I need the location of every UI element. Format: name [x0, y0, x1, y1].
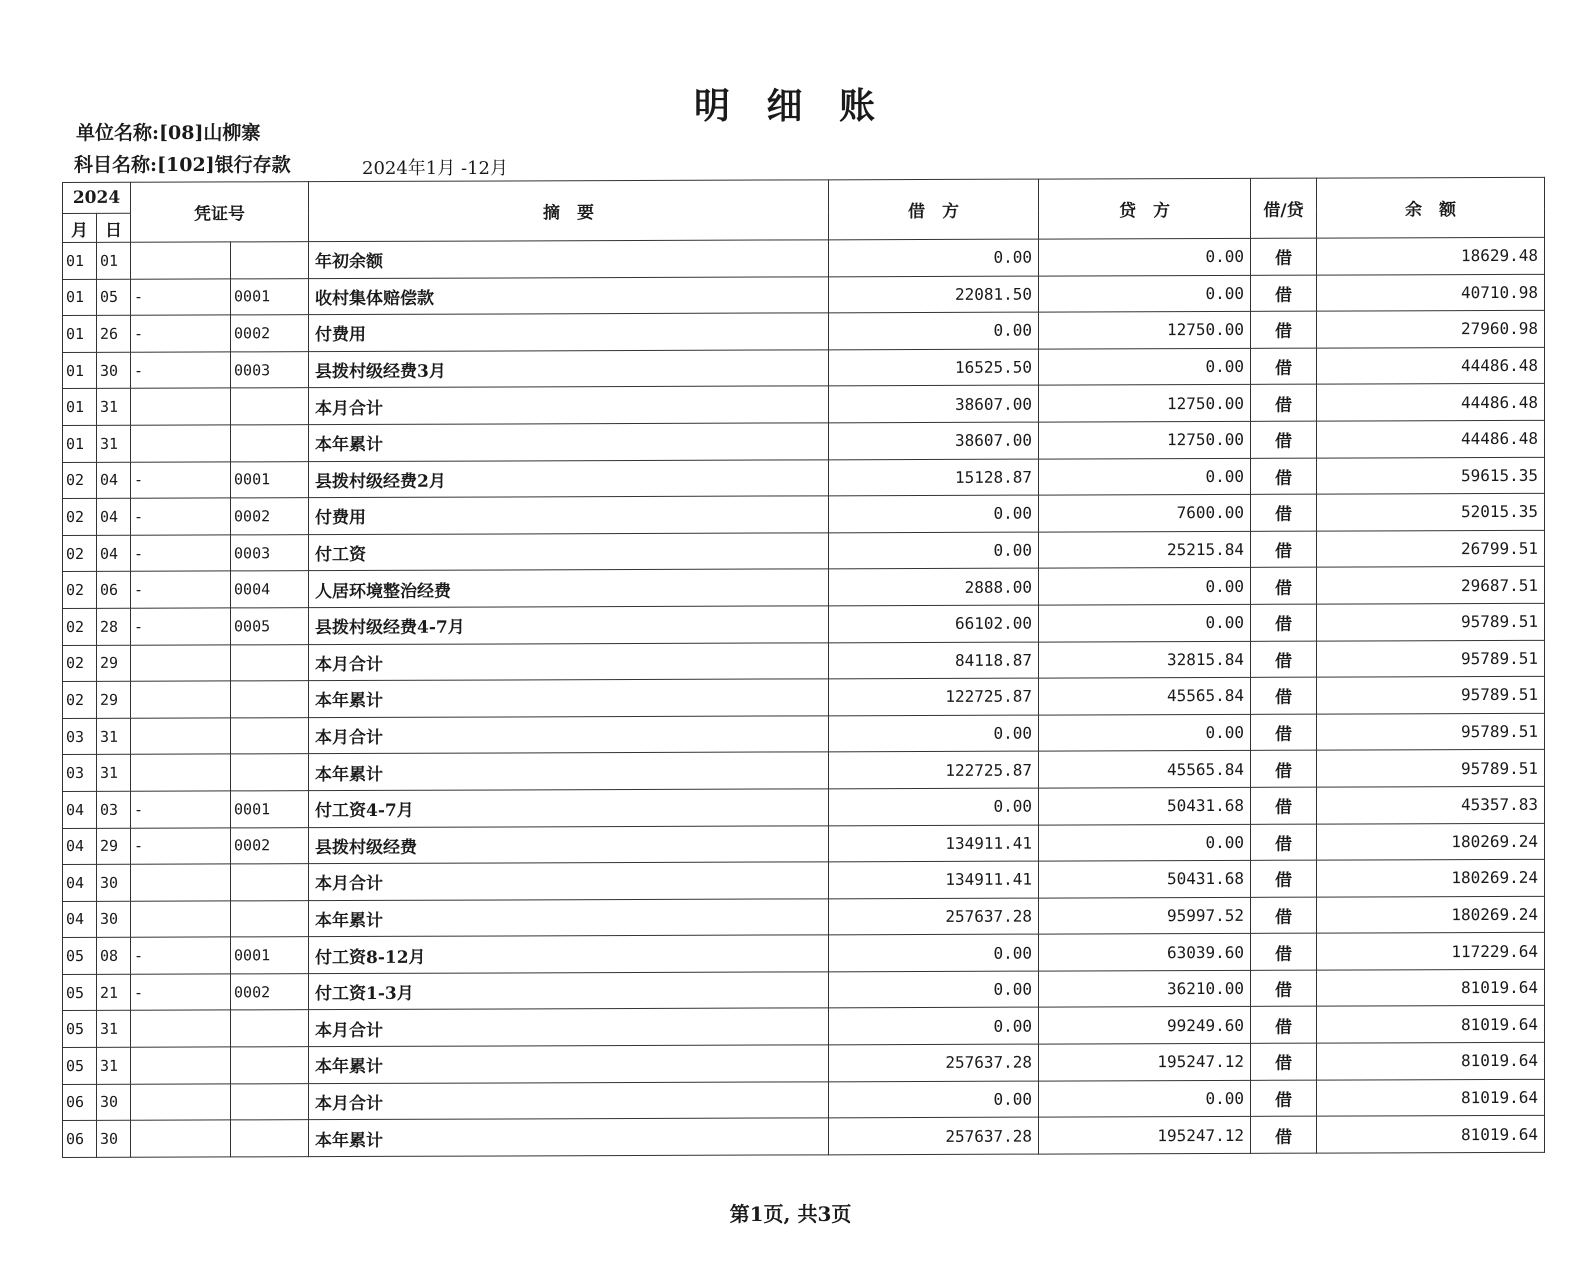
credit-cell: 95997.52 — [1039, 897, 1251, 934]
voucher-type-cell — [131, 1010, 231, 1047]
balance-cell: 180269.24 — [1317, 859, 1545, 896]
credit-cell: 195247.12 — [1039, 1117, 1251, 1154]
debit-cell: 122725.87 — [829, 678, 1039, 715]
voucher-type-cell: - — [131, 827, 231, 864]
direction-cell: 借 — [1251, 531, 1317, 568]
table-row — [63, 933, 1545, 975]
month-cell: 02 — [63, 608, 97, 645]
voucher-type-cell: - — [131, 608, 231, 645]
credit-cell: 0.00 — [1039, 824, 1251, 861]
direction-cell: 借 — [1251, 311, 1317, 348]
balance-cell: 81019.64 — [1317, 1006, 1545, 1043]
debit-cell: 257637.28 — [829, 1117, 1039, 1154]
direction-cell: 借 — [1251, 714, 1317, 751]
table-row — [63, 567, 1545, 609]
credit-cell: 0.00 — [1039, 1080, 1251, 1117]
summary-cell: 本月合计 — [309, 1008, 829, 1046]
balance-cell: 81019.64 — [1317, 969, 1545, 1006]
voucher-type-cell — [131, 1047, 231, 1084]
day-cell: 31 — [97, 718, 131, 755]
voucher-type-cell: - — [131, 279, 231, 316]
summary-cell: 县拨村级经费 — [309, 825, 829, 863]
day-cell: 31 — [97, 1011, 131, 1048]
summary-cell: 本年累计 — [309, 1045, 829, 1083]
voucher-type-cell: - — [131, 535, 231, 572]
month-cell: 04 — [63, 791, 97, 828]
balance-cell: 27960.98 — [1317, 311, 1545, 348]
voucher-type-cell: - — [131, 352, 231, 389]
table-row — [63, 420, 1545, 462]
summary-cell: 付工资8-12月 — [309, 935, 829, 973]
debit-cell: 0.00 — [829, 1008, 1039, 1045]
credit-cell: 32815.84 — [1039, 641, 1251, 678]
balance-header: 余 额 — [1317, 177, 1545, 238]
balance-cell: 81019.64 — [1317, 1116, 1545, 1153]
subject-name: 科目名称:[102]银行存款 — [74, 154, 291, 176]
direction-cell: 借 — [1251, 860, 1317, 897]
credit-cell: 45565.84 — [1039, 677, 1251, 714]
summary-cell: 本年累计 — [309, 679, 829, 717]
summary-cell: 本月合计 — [309, 642, 829, 680]
month-cell: 02 — [63, 645, 97, 682]
month-cell: 04 — [63, 901, 97, 938]
month-cell: 02 — [63, 572, 97, 609]
direction-cell: 借 — [1251, 458, 1317, 495]
debit-cell: 0.00 — [829, 312, 1039, 349]
credit-cell: 0.00 — [1039, 714, 1251, 751]
voucher-type-cell: - — [131, 571, 231, 608]
table-row — [63, 859, 1545, 901]
direction-cell: 借 — [1251, 1043, 1317, 1080]
debit-cell: 0.00 — [829, 1081, 1039, 1118]
table-row — [63, 640, 1545, 682]
day-cell: 29 — [97, 828, 131, 865]
voucher-number-cell — [231, 1083, 309, 1120]
credit-cell: 195247.12 — [1039, 1043, 1251, 1080]
direction-cell: 借 — [1251, 970, 1317, 1007]
debit-cell: 38607.00 — [829, 422, 1039, 459]
month-cell: 01 — [63, 352, 97, 389]
day-cell: 04 — [97, 498, 131, 535]
summary-cell: 本月合计 — [309, 862, 829, 900]
direction-cell: 借 — [1251, 384, 1317, 421]
balance-cell: 95789.51 — [1317, 713, 1545, 750]
summary-cell: 县拨村级经费2月 — [309, 459, 829, 497]
day-header: 日 — [97, 213, 131, 242]
ledger-body — [63, 237, 1545, 1157]
day-cell: 30 — [97, 1084, 131, 1121]
balance-cell: 81019.64 — [1317, 1042, 1545, 1079]
month-cell: 03 — [63, 755, 97, 792]
voucher-type-cell — [131, 681, 231, 718]
day-cell: 30 — [97, 352, 131, 389]
voucher-number-cell — [231, 425, 309, 462]
direction-cell: 借 — [1251, 1116, 1317, 1153]
day-cell: 01 — [97, 242, 131, 279]
credit-cell: 50431.68 — [1039, 860, 1251, 897]
credit-cell: 25215.84 — [1039, 531, 1251, 568]
debit-cell: 257637.28 — [829, 1044, 1039, 1081]
voucher-type-cell: - — [131, 461, 231, 498]
day-cell: 06 — [97, 572, 131, 609]
summary-cell: 本月合计 — [309, 386, 829, 424]
summary-cell: 本月合计 — [309, 1081, 829, 1119]
direction-cell: 借 — [1251, 604, 1317, 641]
balance-cell: 59615.35 — [1317, 457, 1545, 494]
day-cell: 30 — [97, 864, 131, 901]
table-row — [63, 896, 1545, 938]
balance-cell: 44486.48 — [1317, 384, 1545, 421]
voucher-type-cell: - — [131, 974, 231, 1011]
voucher-number-cell: 0002 — [231, 974, 309, 1011]
voucher-type-cell: - — [131, 498, 231, 535]
debit-cell: 2888.00 — [829, 568, 1039, 605]
table-row — [63, 530, 1545, 572]
day-cell: 26 — [97, 315, 131, 352]
summary-cell: 年初余额 — [309, 240, 829, 278]
unit-name: 单位名称:[08]山柳寨 — [76, 122, 261, 144]
table-row — [63, 1079, 1545, 1121]
voucher-number-cell — [231, 1120, 309, 1157]
voucher-number-cell: 0002 — [231, 315, 309, 352]
balance-cell: 26799.51 — [1317, 530, 1545, 567]
day-cell: 04 — [97, 535, 131, 572]
month-cell: 06 — [63, 1084, 97, 1121]
balance-cell: 18629.48 — [1317, 237, 1545, 274]
table-row — [63, 823, 1545, 865]
table-row — [63, 493, 1545, 535]
summary-cell: 本年累计 — [309, 1118, 829, 1156]
voucher-number-cell: 0002 — [231, 498, 309, 535]
credit-header: 贷 方 — [1039, 178, 1251, 239]
voucher-type-cell: - — [131, 315, 231, 352]
credit-cell: 12750.00 — [1039, 312, 1251, 349]
credit-cell: 50431.68 — [1039, 787, 1251, 824]
voucher-type-cell: - — [131, 937, 231, 974]
balance-cell: 45357.83 — [1317, 786, 1545, 823]
direction-cell: 借 — [1251, 824, 1317, 861]
voucher-number-cell: 0001 — [231, 278, 309, 315]
direction-cell: 借 — [1251, 348, 1317, 385]
credit-cell: 12750.00 — [1039, 385, 1251, 422]
day-cell: 30 — [97, 901, 131, 938]
credit-cell: 99249.60 — [1039, 1007, 1251, 1044]
summary-cell: 付工资 — [309, 533, 829, 571]
direction-cell: 借 — [1251, 1007, 1317, 1044]
voucher-type-cell — [131, 425, 231, 462]
voucher-number-cell — [231, 242, 309, 279]
day-cell: 31 — [97, 425, 131, 462]
direction-cell: 借 — [1251, 421, 1317, 458]
table-row — [63, 676, 1545, 718]
voucher-number-cell — [231, 644, 309, 681]
table-row — [63, 274, 1545, 316]
table-row — [63, 384, 1545, 426]
table-row — [63, 603, 1545, 645]
debit-cell: 15128.87 — [829, 459, 1039, 496]
debit-cell: 66102.00 — [829, 605, 1039, 642]
day-cell: 03 — [97, 791, 131, 828]
credit-cell: 0.00 — [1039, 604, 1251, 641]
ledger-table — [62, 177, 1545, 1158]
day-cell: 29 — [97, 681, 131, 718]
summary-cell: 本月合计 — [309, 716, 829, 754]
voucher-type-cell — [131, 1084, 231, 1121]
balance-cell: 44486.48 — [1317, 347, 1545, 384]
direction-cell: 借 — [1251, 641, 1317, 678]
direction-cell: 借 — [1251, 567, 1317, 604]
debit-cell: 134911.41 — [829, 861, 1039, 898]
direction-cell: 借 — [1251, 494, 1317, 531]
summary-cell: 本年累计 — [309, 423, 829, 461]
summary-cell: 付工资1-3月 — [309, 972, 829, 1010]
day-cell: 31 — [97, 755, 131, 792]
voucher-number-cell — [231, 1010, 309, 1047]
table-row — [63, 347, 1545, 389]
debit-cell: 0.00 — [829, 532, 1039, 569]
balance-cell: 95789.51 — [1317, 750, 1545, 787]
direction-cell: 借 — [1251, 677, 1317, 714]
table-row — [63, 1042, 1545, 1084]
summary-cell: 付工资4-7月 — [309, 789, 829, 827]
voucher-header: 凭证号 — [131, 182, 309, 243]
voucher-type-cell — [131, 718, 231, 755]
summary-cell: 县拨村级经费3月 — [309, 350, 829, 388]
balance-cell: 29687.51 — [1317, 567, 1545, 604]
credit-cell: 0.00 — [1039, 275, 1251, 312]
voucher-number-cell — [231, 717, 309, 754]
month-cell: 05 — [63, 974, 97, 1011]
day-cell: 31 — [97, 1047, 131, 1084]
voucher-number-cell — [231, 388, 309, 425]
voucher-number-cell: 0004 — [231, 571, 309, 608]
voucher-number-cell — [231, 754, 309, 791]
month-cell: 01 — [63, 279, 97, 316]
debit-cell: 0.00 — [829, 239, 1039, 276]
credit-cell: 0.00 — [1039, 568, 1251, 605]
balance-cell: 95789.51 — [1317, 676, 1545, 713]
page-title: 明 细 账 — [693, 85, 888, 127]
month-cell: 02 — [63, 535, 97, 572]
voucher-number-cell: 0003 — [231, 534, 309, 571]
balance-cell: 52015.35 — [1317, 493, 1545, 530]
summary-cell: 本年累计 — [309, 899, 829, 937]
debit-cell: 134911.41 — [829, 825, 1039, 862]
month-cell: 03 — [63, 718, 97, 755]
table-row — [63, 237, 1545, 279]
balance-cell: 95789.51 — [1317, 603, 1545, 640]
day-cell: 29 — [97, 645, 131, 682]
year-header: 2024 — [63, 182, 131, 213]
voucher-number-cell: 0005 — [231, 608, 309, 645]
voucher-type-cell — [131, 388, 231, 425]
day-cell: 31 — [97, 389, 131, 426]
debit-cell: 22081.50 — [829, 276, 1039, 313]
direction-cell: 借 — [1251, 750, 1317, 787]
day-cell: 28 — [97, 608, 131, 645]
credit-cell: 0.00 — [1039, 238, 1251, 275]
debit-cell: 16525.50 — [829, 349, 1039, 386]
summary-cell: 本年累计 — [309, 752, 829, 790]
summary-header: 摘 要 — [309, 180, 829, 242]
table-row — [63, 713, 1545, 755]
balance-cell: 40710.98 — [1317, 274, 1545, 311]
voucher-number-cell — [231, 1047, 309, 1084]
voucher-number-cell — [231, 864, 309, 901]
summary-cell: 人居环境整治经费 — [309, 569, 829, 607]
period-range: 2024年1月 -12月 — [362, 158, 508, 179]
day-cell: 21 — [97, 974, 131, 1011]
direction-cell: 借 — [1251, 238, 1317, 275]
voucher-number-cell: 0001 — [231, 461, 309, 498]
debit-cell: 122725.87 — [829, 751, 1039, 788]
voucher-type-cell: - — [131, 791, 231, 828]
voucher-type-cell — [131, 644, 231, 681]
voucher-number-cell — [231, 681, 309, 718]
day-cell: 30 — [97, 1121, 131, 1158]
table-row — [63, 1006, 1545, 1048]
credit-cell: 7600.00 — [1039, 495, 1251, 532]
month-cell: 05 — [63, 1011, 97, 1048]
summary-cell: 付费用 — [309, 313, 829, 351]
credit-cell: 36210.00 — [1039, 970, 1251, 1007]
balance-cell: 180269.24 — [1317, 823, 1545, 860]
debit-cell: 84118.87 — [829, 642, 1039, 679]
month-cell: 02 — [63, 462, 97, 499]
summary-cell: 收村集体赔偿款 — [309, 276, 829, 314]
month-cell: 04 — [63, 828, 97, 865]
voucher-type-cell — [131, 1120, 231, 1157]
month-cell: 04 — [63, 864, 97, 901]
balance-cell: 95789.51 — [1317, 640, 1545, 677]
voucher-type-cell — [131, 864, 231, 901]
credit-cell: 45565.84 — [1039, 751, 1251, 788]
direction-cell: 借 — [1251, 1080, 1317, 1117]
month-cell: 02 — [63, 682, 97, 719]
credit-cell: 0.00 — [1039, 458, 1251, 495]
debit-cell: 0.00 — [829, 495, 1039, 532]
month-cell: 06 — [63, 1121, 97, 1158]
credit-cell: 0.00 — [1039, 348, 1251, 385]
debit-cell: 257637.28 — [829, 898, 1039, 935]
direction-cell: 借 — [1251, 933, 1317, 970]
table-row — [63, 750, 1545, 792]
voucher-type-cell — [131, 242, 231, 279]
balance-cell: 81019.64 — [1317, 1079, 1545, 1116]
debit-cell: 0.00 — [829, 788, 1039, 825]
voucher-number-cell — [231, 900, 309, 937]
month-cell: 01 — [63, 316, 97, 353]
debit-cell: 0.00 — [829, 971, 1039, 1008]
table-row — [63, 786, 1545, 828]
voucher-number-cell: 0001 — [231, 791, 309, 828]
direction-header: 借/贷 — [1251, 178, 1317, 238]
direction-cell: 借 — [1251, 787, 1317, 824]
month-cell: 02 — [63, 499, 97, 536]
direction-cell: 借 — [1251, 897, 1317, 934]
table-row — [63, 969, 1545, 1011]
month-cell: 05 — [63, 938, 97, 975]
balance-cell: 180269.24 — [1317, 896, 1545, 933]
voucher-number-cell: 0002 — [231, 827, 309, 864]
table-row — [63, 1116, 1545, 1158]
day-cell: 05 — [97, 279, 131, 316]
month-cell: 01 — [63, 389, 97, 426]
table-row — [63, 311, 1545, 353]
month-cell: 05 — [63, 1047, 97, 1084]
debit-cell: 38607.00 — [829, 385, 1039, 422]
voucher-type-cell — [131, 754, 231, 791]
month-cell: 01 — [63, 242, 97, 279]
debit-cell: 0.00 — [829, 934, 1039, 971]
debit-cell: 0.00 — [829, 715, 1039, 752]
day-cell: 08 — [97, 938, 131, 975]
credit-cell: 12750.00 — [1039, 421, 1251, 458]
month-cell: 01 — [63, 425, 97, 462]
page-number: 第1页, 共3页 — [729, 1202, 852, 1226]
month-header: 月 — [63, 213, 97, 242]
voucher-type-cell — [131, 901, 231, 938]
voucher-number-cell: 0001 — [231, 937, 309, 974]
direction-cell: 借 — [1251, 275, 1317, 312]
balance-cell: 44486.48 — [1317, 420, 1545, 457]
summary-cell: 县拨村级经费4-7月 — [309, 606, 829, 644]
day-cell: 04 — [97, 462, 131, 499]
summary-cell: 付费用 — [309, 496, 829, 534]
credit-cell: 63039.60 — [1039, 934, 1251, 971]
table-row — [63, 457, 1545, 499]
voucher-number-cell: 0003 — [231, 351, 309, 388]
debit-header: 借 方 — [829, 179, 1039, 240]
balance-cell: 117229.64 — [1317, 933, 1545, 970]
